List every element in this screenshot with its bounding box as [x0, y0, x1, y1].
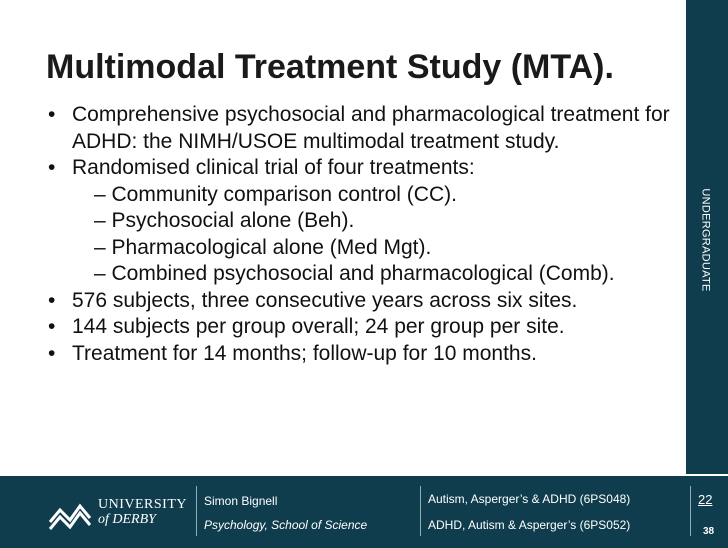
footer [0, 474, 728, 548]
bullet-text: Comprehensive psychosocial and pharmacological treatment for ADHD: the NIMH/USOE multimodal treatment study. [72, 103, 670, 153]
footer-divider [690, 486, 691, 536]
bullet-list [48, 102, 678, 367]
slide-title: Multimodal Treatment Study (MTA). [46, 48, 614, 86]
logo-line1: UNIVERSITY [98, 497, 187, 512]
footer-divider [420, 486, 421, 536]
bullet-dot: • [48, 103, 56, 126]
derby-logo-icon [48, 492, 92, 532]
bullet-dot: • [48, 315, 56, 338]
bullet-item [48, 314, 678, 341]
module-code-1: Autism, Asperger’s & ADHD (6PS048) [428, 492, 631, 506]
bullet-text: 144 subjects per group overall; 24 per group per site. [72, 315, 565, 338]
footer-divider [196, 486, 197, 536]
bullet-dot: • [48, 156, 56, 179]
bullet-item [48, 341, 678, 368]
sub-bullet-item: – Combined psychosocial and pharmacological (Comb). [94, 262, 615, 285]
bullet-text: Randomised clinical trial of four treatments: [72, 156, 475, 179]
presenter-name: Simon Bignell [204, 494, 278, 508]
sub-bullet-item: – Psychosocial alone (Beh). [94, 209, 355, 232]
bullet-item [48, 102, 678, 155]
module-code-2: ADHD, Autism & Asperger’s (6PS052) [428, 518, 631, 532]
sub-bullet-list [72, 182, 678, 288]
sub-bullet-item: – Community comparison control (CC). [94, 182, 457, 206]
undergraduate-label: UNDERGRADUATE [700, 188, 713, 292]
logo-line2: of DERBY [98, 512, 156, 527]
page-number-bottom: 38 [703, 526, 715, 537]
university-logo [48, 492, 188, 532]
bullet-dot: • [48, 288, 56, 312]
bullet-item [48, 288, 678, 315]
side-label [695, 170, 717, 310]
bullet-text: 576 subjects, three consecutive years across six sites. [72, 288, 578, 312]
bullet-item [48, 155, 678, 288]
page-number-top: 22 [698, 492, 713, 507]
bullet-dot: • [48, 341, 56, 365]
sub-bullet-item: – Pharmacological alone (Med Mgt). [94, 235, 432, 259]
department-name: Psychology, School of Science [204, 518, 368, 532]
bullet-text: Treatment for 14 months; follow-up for 10 months. [72, 341, 537, 365]
